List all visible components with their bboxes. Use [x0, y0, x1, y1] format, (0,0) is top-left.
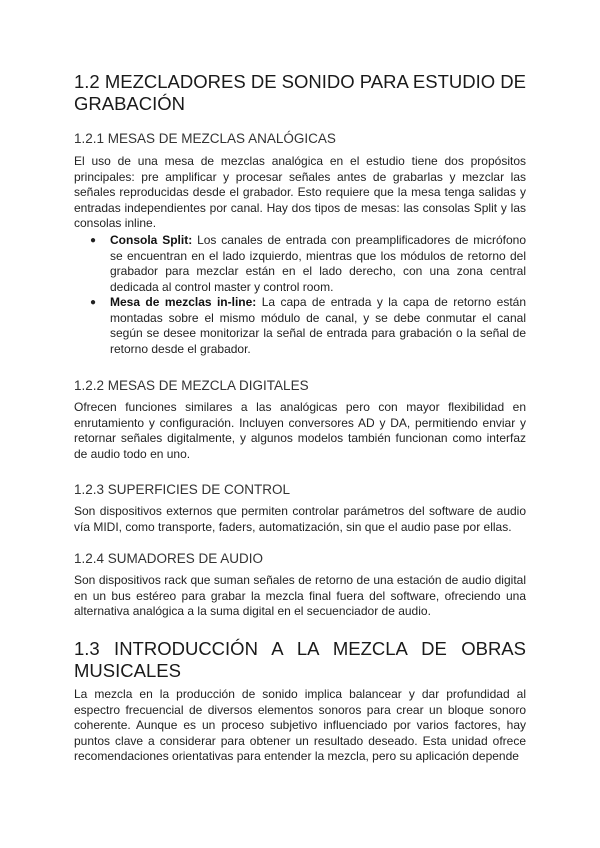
- list-item-term: Mesa de mezclas in-line:: [110, 295, 257, 309]
- paragraph-digital-mixers: Ofrecen funciones similares a las analógicas pero con mayor flexibilidad en enrutamiento y configuración. Incluyen conversores AD y DA, permitiendo enviar y retornar señales digitalmente, y algunos modelos también funcionan como interfaz de audio todo en uno.: [74, 400, 526, 461]
- paragraph-mixing-intro: La mezcla en la producción de sonido implica balancear y dar profundidad al espectro frecuencial de diversos elementos sonoros para crear un bloque sonoro coherente. Aunque es un proceso subjetivo influenciado por varios factores, hay puntos clave a considerar para obtener un resultado deseado. Esta unidad ofrece recomendaciones orientativas para entender la mezcla, pero su aplicación depende: [74, 687, 526, 763]
- subsection-title-1-2-4: 1.2.4 SUMADORES DE AUDIO: [74, 551, 264, 566]
- paragraph-analog-mixers: El uso de una mesa de mezclas analógica en el estudio tiene dos propósitos principales: pre amplificar y procesar señales antes de grabarlas y mezclar las señales reproducidas desde el grabador. Esto requiere que la mesa tenga salidas y entradas independientes por canal. Hay dos tipos de mesas: las consolas Split y las consolas inline.: [74, 154, 526, 230]
- section-title-1-3: 1.3 INTRODUCCIÓN A LA MEZCLA DE OBRAS MUSICALES: [74, 638, 526, 681]
- list-item: [74, 295, 526, 357]
- paragraph-control-surfaces: Son dispositivos externos que permiten controlar parámetros del software de audio vía MIDI, como transporte, faders, automatización, sin que el audio pase por ellas.: [74, 504, 526, 534]
- list-item-term: Consola Split:: [110, 233, 193, 247]
- bullet-icon: ●: [90, 297, 97, 308]
- subsection-title-1-2-2: 1.2.2 MESAS DE MEZCLA DIGITALES: [74, 378, 309, 393]
- mixer-types-list: [74, 233, 526, 357]
- subsection-title-1-2-3: 1.2.3 SUPERFICIES DE CONTROL: [74, 482, 291, 497]
- paragraph-audio-summers: Son dispositivos rack que suman señales de retorno de una estación de audio digital en un bus estéreo para grabar la mezcla final fuera del software, ofreciendo una alternativa analógica a la suma digital en el secuenciador de audio.: [74, 573, 526, 618]
- bullet-icon: ●: [90, 235, 97, 246]
- list-item-description: La capa de entrada y la capa de retorno están montadas sobre el mismo módulo de canal, y se debe conmutar el canal según se desee monitorizar la señal de entrada para grabación o la señal de retorno desde el grabador.: [110, 295, 526, 356]
- list-item: [74, 233, 526, 295]
- section-title-1-2: 1.2 MEZCLADORES DE SONIDO PARA ESTUDIO DE GRABACIÓN: [74, 71, 526, 114]
- subsection-title-1-2-1: 1.2.1 MESAS DE MEZCLAS ANALÓGICAS: [74, 131, 336, 146]
- list-item-description: Los canales de entrada con preamplificadores de micrófono se encuentran en el lado izquierdo, mientras que los módulos de retorno del grabador para mezclar están en el lado derecho, con una zona central dedicada al control master y control room.: [110, 233, 526, 294]
